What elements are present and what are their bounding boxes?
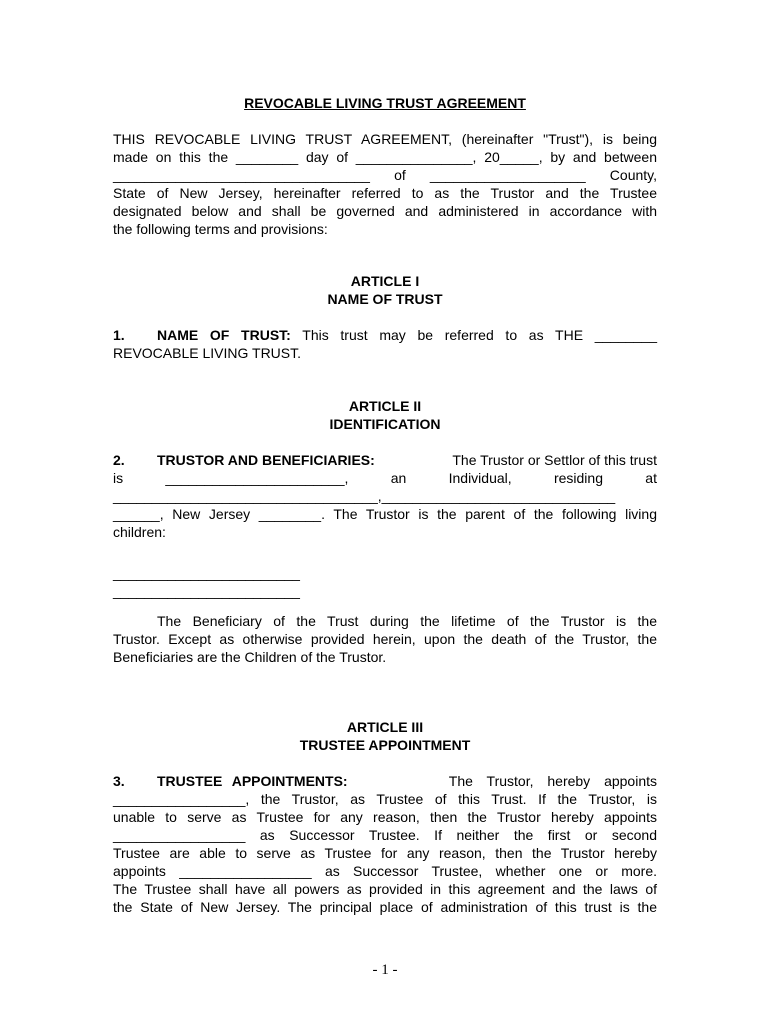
section-number: 2. <box>113 452 125 468</box>
article-2-section <box>113 451 657 541</box>
article-3-heading: ARTICLE III <box>346 719 424 735</box>
article-1-section <box>113 326 657 362</box>
section-3-line: _________________ as Successor Trustee. If neither the first or second <box>113 827 657 843</box>
section-text: The Trustor, hereby appoints <box>448 773 657 789</box>
intro-line: designated below and shall be governed and administered in accordance with <box>113 203 657 219</box>
article-3-section <box>113 772 657 916</box>
beneficiary-line: Trustor. Except as otherwise provided herein, upon the death of the Trustor, the <box>113 631 657 647</box>
section-3-line: appoints _________________ as Successor Trustee, whether one or more. <box>113 863 657 879</box>
section-label: TRUSTOR AND BENEFICIARIES: <box>157 452 375 468</box>
intro-paragraph <box>113 130 657 238</box>
children-blank-1: ________________________ <box>113 565 300 581</box>
beneficiary-line: Beneficiaries are the Children of the Trustor. <box>113 649 387 665</box>
document-title: REVOCABLE LIVING TRUST AGREEMENT <box>244 95 526 111</box>
section-number: 3. <box>113 773 125 789</box>
section-3-line: _________________, the Trustor, as Trustee of this Trust. If the Trustor, is <box>113 791 657 807</box>
section-3-line <box>113 772 657 790</box>
section-2-line: children: <box>113 524 166 540</box>
section-text: The Trustor or Settlor of this trust <box>452 452 657 468</box>
section-label: TRUSTEE APPOINTMENTS: <box>157 773 348 789</box>
page-number: - 1 - <box>372 962 398 978</box>
section-2-line: __________________________________,______________________________ <box>113 488 616 504</box>
children-blank-2: ________________________ <box>113 583 300 599</box>
article-1-heading: ARTICLE I <box>350 273 420 289</box>
beneficiary-paragraph <box>113 612 657 666</box>
article-2-subheading: IDENTIFICATION <box>329 416 441 432</box>
section-2-line <box>113 451 657 469</box>
section-3-line: Trustee are able to serve as Trustee for any reason, then the Trustor hereby <box>113 845 657 861</box>
section-1-line: REVOCABLE LIVING TRUST. <box>113 345 302 361</box>
intro-line: THIS REVOCABLE LIVING TRUST AGREEMENT, (hereinafter "Trust"), is being <box>113 131 657 147</box>
intro-line: made on this the ________ day of _______________, 20_____, by and between <box>113 149 657 165</box>
section-text: This trust may be referred to as THE ________ <box>290 327 658 343</box>
article-2-heading: ARTICLE II <box>348 398 422 414</box>
section-3-line: unable to serve as Trustee for any reason, then the Trustor hereby appoints <box>113 809 657 825</box>
beneficiary-line: The Beneficiary of the Trust during the lifetime of the Trustor is the <box>157 613 657 629</box>
section-2-line: is _______________________, an Individual, residing at <box>113 470 657 486</box>
intro-line: State of New Jersey, hereinafter referred to as the Trustor and the Trustee <box>113 185 657 201</box>
section-label: NAME OF TRUST: <box>157 327 291 343</box>
section-2-line: ______, New Jersey ________. The Trustor is the parent of the following living <box>113 506 657 522</box>
section-3-line: the State of New Jersey. The principal place of administration of this trust is the <box>113 899 657 915</box>
intro-line: _________________________________ of ____________________ County, <box>113 167 657 183</box>
intro-line: the following terms and provisions: <box>113 221 328 237</box>
article-1-subheading: NAME OF TRUST <box>327 291 443 307</box>
section-number: 1. <box>113 327 125 343</box>
section-3-line: The Trustee shall have all powers as provided in this agreement and the laws of <box>113 881 657 897</box>
section-1-line <box>113 326 657 344</box>
article-3-subheading: TRUSTEE APPOINTMENT <box>299 737 471 753</box>
